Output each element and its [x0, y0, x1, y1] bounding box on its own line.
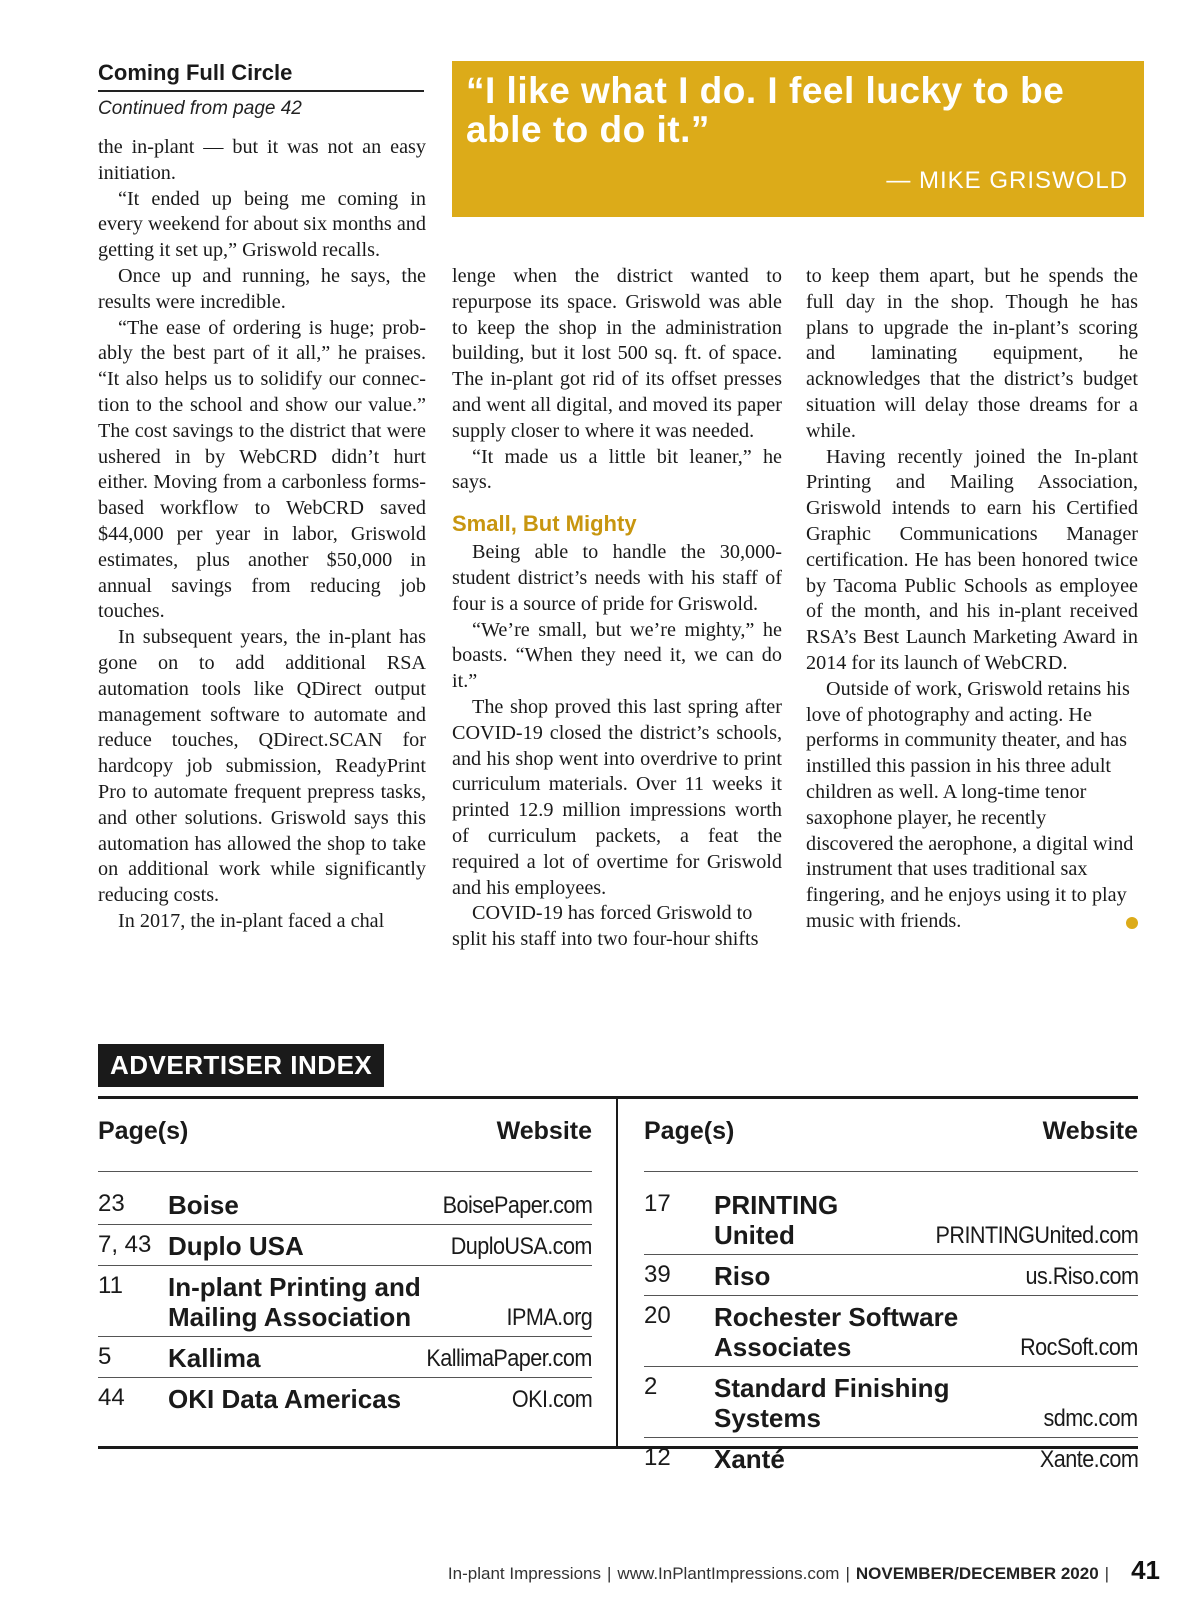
- advertiser-list-right: [618, 1099, 1138, 1474]
- advertiser-name: Rochester Software Associates: [714, 1302, 959, 1362]
- advertiser-name: Riso: [714, 1261, 771, 1291]
- advertiser-page: 39: [644, 1261, 671, 1288]
- advertiser-page: 2: [644, 1373, 658, 1400]
- advertiser-name: In-plant Printing and Mailing Association: [168, 1272, 421, 1332]
- advertiser-rows: [644, 1172, 1138, 1478]
- advertiser-page: 17: [644, 1190, 671, 1217]
- paragraph: In 2017, the in-plant faced a chal: [118, 909, 385, 932]
- footer-website[interactable]: www.InPlantImpressions.com: [617, 1564, 840, 1583]
- advertiser-name: Kallima: [168, 1343, 261, 1373]
- advertiser-website[interactable]: Xante.com: [1039, 1446, 1138, 1473]
- advertiser-row: [644, 1367, 1138, 1438]
- paragraph: to keep them apart, but he spends the full day in the shop. Though he has plans to upgrade the in-plant’s scoring and laminating equipment, he acknowledges that the district’s budget situation will delay those dreams for a while.: [806, 265, 1138, 442]
- article-column-1: [98, 135, 426, 935]
- advertiser-row: [98, 1337, 592, 1378]
- paragraph: “We’re small, but we’re mighty,” he boasts. “When they need it, we can do it.”: [452, 618, 782, 693]
- page-footer: [448, 1555, 1160, 1586]
- advertiser-name: Xanté: [714, 1444, 785, 1474]
- advertiser-row: [644, 1255, 1138, 1296]
- article-column-3: [806, 264, 1138, 935]
- advertiser-rows: [98, 1172, 592, 1418]
- advertiser-row: [98, 1266, 592, 1337]
- advertiser-row: [644, 1438, 1138, 1478]
- section-heading: [98, 60, 424, 120]
- advertiser-name: Boise: [168, 1190, 239, 1220]
- paragraph: [806, 677, 1138, 935]
- advertiser-website[interactable]: IPMA.org: [506, 1304, 592, 1331]
- article-column-2: [452, 264, 782, 953]
- advertiser-name: OKI Data Americas: [168, 1384, 402, 1414]
- advertiser-row: [644, 1184, 1138, 1255]
- paragraph: Being able to handle the 30,000-student district’s needs with his staff of four is a source of pride for Griswold.: [452, 541, 782, 615]
- paragraph: “It ended up being me coming in every weekend for about six months and getting it set up,” Griswold recalls.: [98, 187, 426, 262]
- subheading: Small, But Mighty: [452, 511, 637, 537]
- paragraph: lenge when the district wanted to repurpose its space. Griswold was able to keep the shop in the administration building, but it lost 500 sq. ft. of space. The in-plant got rid of its offset presses and went all digital, and moved its paper supply closer to where it was needed.: [452, 265, 782, 442]
- advertiser-row: [644, 1296, 1138, 1367]
- table-header: [644, 1099, 1138, 1172]
- pull-quote-attribution: — MIKE GRISWOLD: [886, 167, 1128, 194]
- paragraph: “The ease of ordering is huge; probably the best part of it all,” he praises. “It also helps us to solidify our connection to the school and show our value.” The cost savings to the district that were ushered in by WebCRD didn’t hurt either. Moving from a carbonless forms-based workflow to WebCRD saved $44,000 per year in labor, Griswold estimates, plus another $50,000 in annual savings from reducing job touches.: [98, 316, 426, 623]
- advertiser-website[interactable]: RocSoft.com: [1020, 1334, 1138, 1361]
- advertiser-index-table: [98, 1096, 1138, 1474]
- advertiser-page: 11: [98, 1272, 123, 1299]
- advertiser-page: 23: [98, 1190, 125, 1217]
- table-header: [98, 1099, 592, 1172]
- footer-issue: NOVEMBER/DECEMBER 2020: [855, 1564, 1099, 1583]
- section-title: Coming Full Circle: [98, 60, 424, 92]
- pull-quote-box: [452, 61, 1144, 217]
- advertiser-website[interactable]: BoisePaper.com: [442, 1192, 592, 1219]
- advertiser-website[interactable]: DuploUSA.com: [450, 1233, 592, 1260]
- paragraph: Once up and running, he says, the results were incredible.: [98, 264, 426, 313]
- continued-note: Continued from page 42: [98, 98, 302, 119]
- paragraph: Having recently joined the In-plant Printing and Mailing Association, Griswold intends to earn his Certified Graphic Communications Manager certification. He has been honored twice by Tacoma Public Schools as employee of the month, and his in-plant received RSA’s Best Launch Marketing Award in 2014 for its launch of WebCRD.: [806, 445, 1138, 674]
- pull-quote-text: “I like what I do. I feel lucky to be able to do it.”: [466, 70, 1065, 150]
- advertiser-name: PRINTING United: [714, 1190, 839, 1250]
- advertiser-list-left: [98, 1099, 618, 1446]
- advertiser-row: [98, 1184, 592, 1225]
- advertiser-website[interactable]: KallimaPaper.com: [426, 1345, 592, 1372]
- footer-publication: In-plant Impressions: [447, 1564, 601, 1583]
- header-website: Website: [496, 1117, 592, 1145]
- advertiser-website[interactable]: PRINTINGUnited.com: [935, 1222, 1138, 1249]
- advertiser-website[interactable]: us.Riso.com: [1025, 1263, 1138, 1290]
- header-pages: Page(s): [98, 1117, 189, 1145]
- paragraph-text: Outside of work, Griswold retains his love of photography and acting. He performs in community theater, and has instilled this passion in his three adult children as well. A long-time tenor saxophone player, he recently discovered the aerophone, a digital wind instrument that uses traditional sax fingering, and he enjoys using it to play music with friends.: [806, 677, 1134, 932]
- footer-separator: |: [1104, 1564, 1110, 1583]
- header-website: Website: [1042, 1117, 1138, 1145]
- advertiser-website[interactable]: sdmc.com: [1043, 1405, 1138, 1432]
- advertiser-index-title: ADVERTISER INDEX: [98, 1044, 384, 1087]
- paragraph: In subsequent years, the in-plant has gone on to add additional RSA automation tools like QDirect output management software to automate and reduce touches, QDirect.SCAN for hardcopy job submission, ReadyPrint Pro to automate frequent prepress tasks, and other solutions. Griswold says this automation has allowed the shop to take on additional work while significantly reducing costs.: [98, 626, 426, 907]
- footer-separator: |: [607, 1564, 612, 1583]
- paragraph: The shop proved this last spring after COVID-19 closed the district’s schools, and his shop went into overdrive to print curriculum materials. Over 11 weeks it printed 12.9 million impressions worth of curriculum packets, a feat the required a lot of overtime for Griswold and his employees.: [452, 695, 782, 899]
- advertiser-page: 44: [98, 1384, 125, 1411]
- advertiser-row: [98, 1378, 592, 1418]
- paragraph: COVID-19 has forced Griswold to split his staff into two four-hour shifts: [452, 902, 759, 951]
- advertiser-page: 20: [644, 1302, 671, 1329]
- advertiser-website[interactable]: OKI.com: [511, 1386, 592, 1413]
- end-mark-icon: [1126, 917, 1138, 929]
- page-number: 41: [1131, 1555, 1160, 1585]
- paragraph: “It made us a little bit leaner,” he says.: [452, 445, 782, 494]
- advertiser-page: 7, 43: [98, 1231, 152, 1258]
- advertiser-page: 5: [98, 1343, 112, 1370]
- advertiser-name: Standard Finishing Systems: [714, 1373, 950, 1433]
- advertiser-name: Duplo USA: [168, 1231, 304, 1261]
- advertiser-page: 12: [644, 1444, 671, 1471]
- header-pages: Page(s): [644, 1117, 735, 1145]
- paragraph: the in-plant — but it was not an easy initiation.: [98, 136, 426, 184]
- advertiser-row: [98, 1225, 592, 1266]
- footer-separator: |: [845, 1564, 850, 1583]
